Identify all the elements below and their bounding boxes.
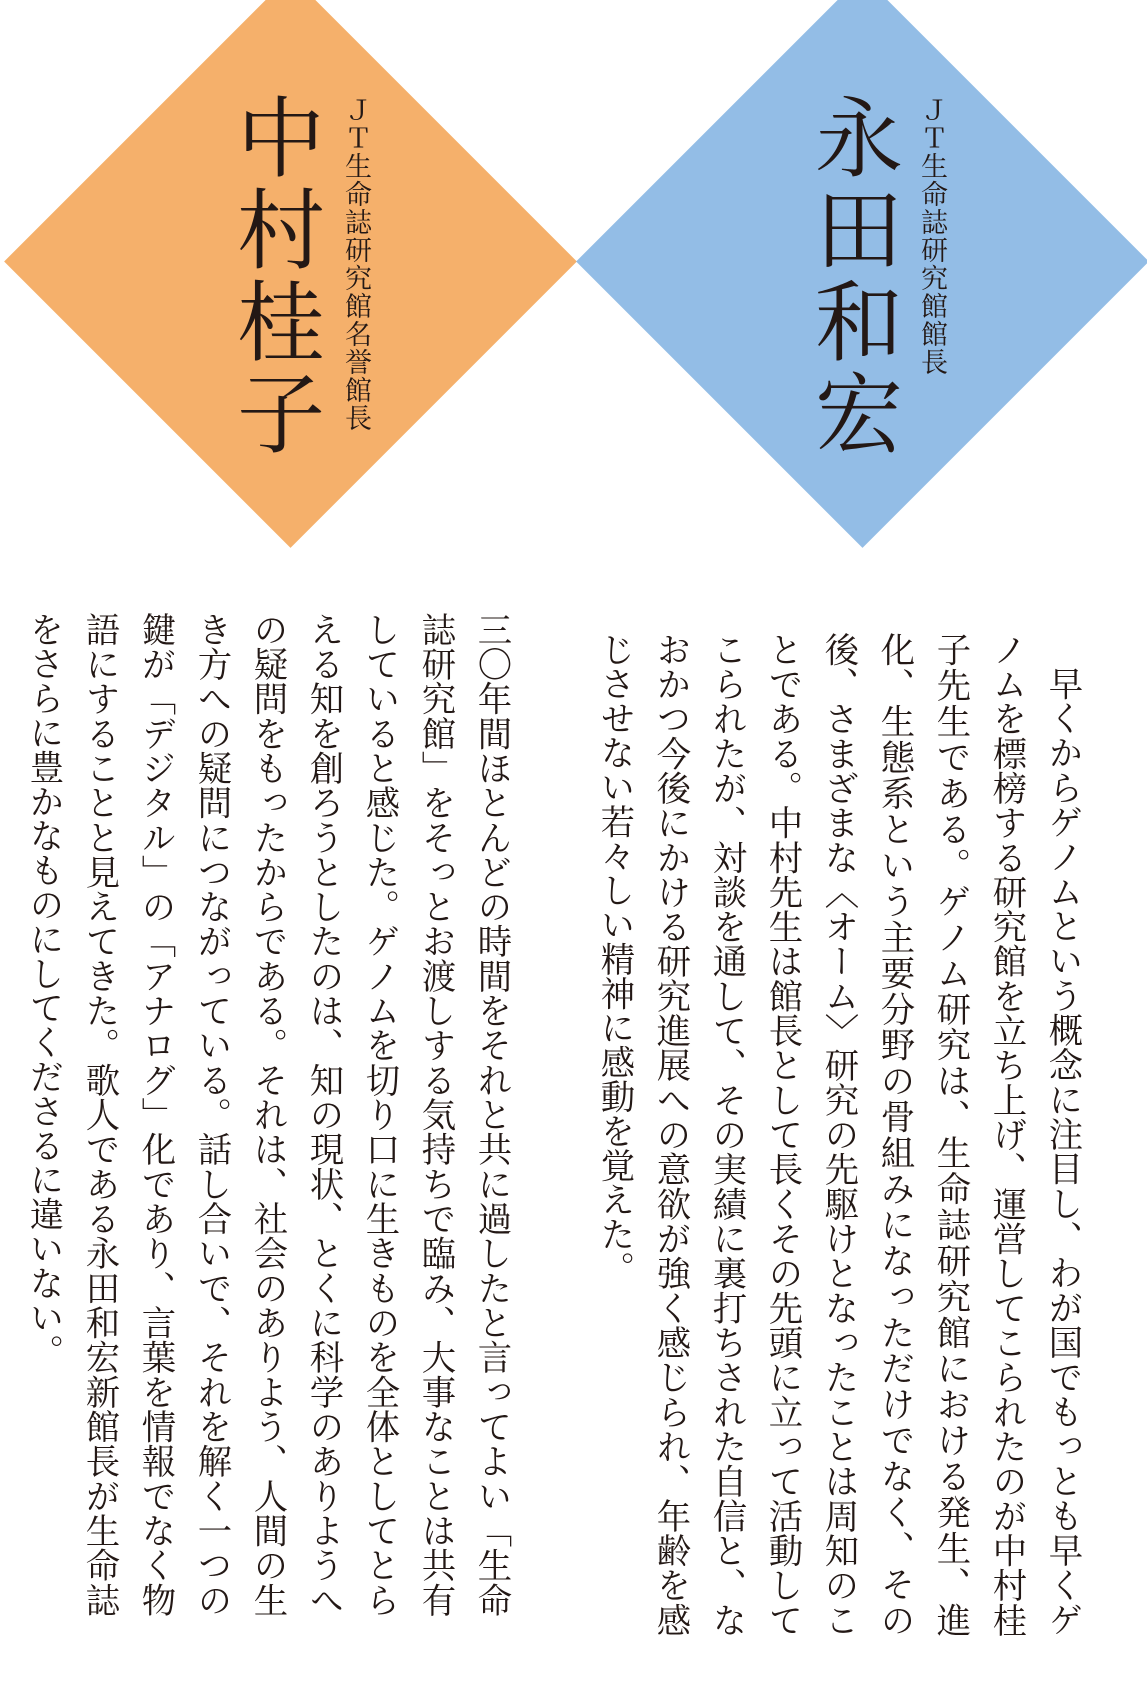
author-affiliation-nagata: ＪＴ生命誌研究館館長 bbox=[916, 96, 947, 376]
nagata-statement-paragraph: 早くからゲノムという概念に注目し、わが国でもっとも早くゲノムを標榜する研究館を立ち上げ、運営してこられたのが中村桂子先生である。ゲノム研究は、生命誌研究館における発生、進化、生態系という主要分野の骨組みになっただけでなく、その後、さまざまな〈オーム〉研究の先駆けとなったことは周知のことである。中村先生は館長として長くその先頭に立って活動してこられたが、対談を通して、その実績に裏打ちされた自信と、なおかつ今後にかける研究進展への意欲が強く感じられ、年齢を感じさせない若々しい精神に感動を覚えた。 bbox=[594, 632, 1082, 1637]
author-affiliation-nakamura: ＪＴ生命誌研究館名誉館長 bbox=[340, 96, 371, 432]
author-name-nagata: 永田和宏 bbox=[801, 92, 904, 460]
nakamura-statement-paragraph: 三〇年間ほとんどの時間をそれと共に過したと言ってよい「生命誌研究館」をそっとお渡しする気持ちで臨み、大事なことは共有していると感じた。ゲノムを切り口に生きものを全体としてとらえる知を創ろうとしたのは、知の現状、とくに科学のありようへの疑問をもったからである。それは、社会のありよう、人間の生き方への疑問につながっている。話し合いで、それを解く一つの鍵が「デジタル」の「アナログ」化であり、言葉を情報でなく物語にすることと見えてきた。歌人である永田和宏新館長が生命誌をさらに豊かなものにしてくださるに違いない。 bbox=[23, 612, 511, 1617]
author-name-nakamura: 中村桂子 bbox=[223, 92, 326, 460]
